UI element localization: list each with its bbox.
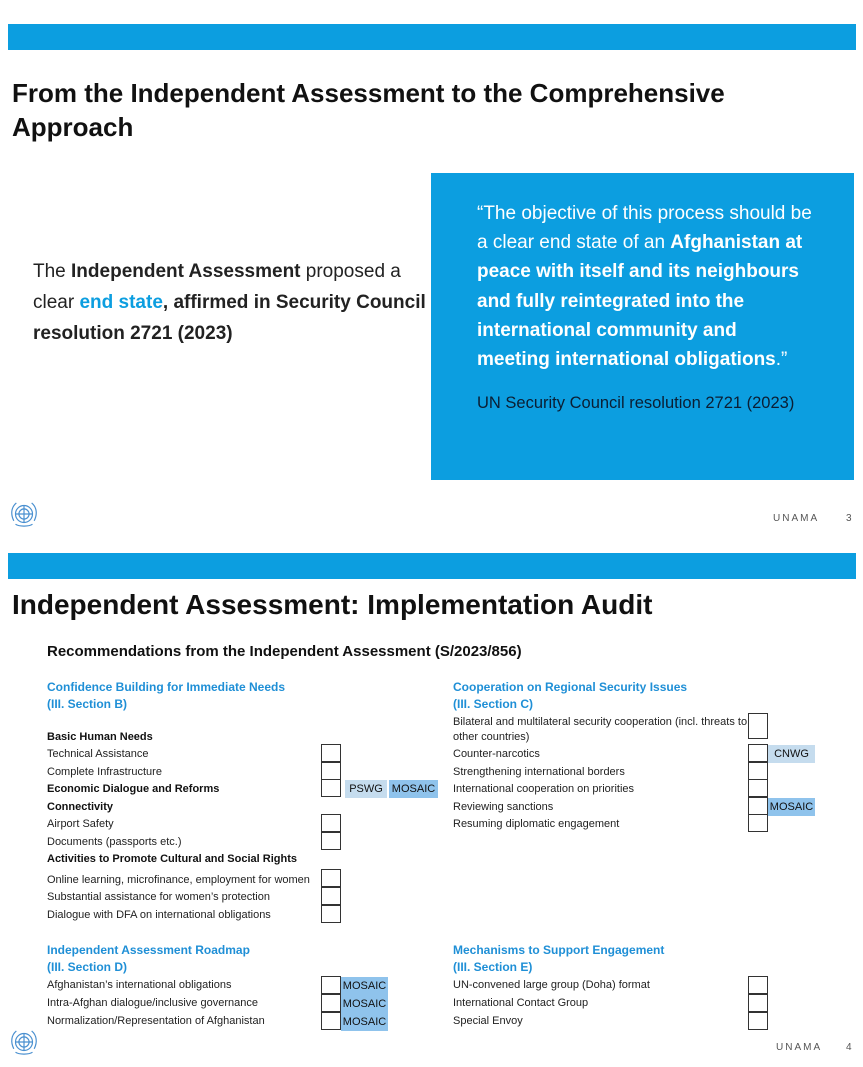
status-checkbox[interactable] [321, 1012, 341, 1030]
un-emblem-icon [7, 1025, 41, 1059]
section-d-item: Afghanistan’s international obligations [47, 979, 232, 991]
section-c-item: Counter-narcotics [453, 748, 540, 760]
section-b-heading-line2: (III. Section B) [47, 697, 128, 711]
section-c-item: Reviewing sanctions [453, 801, 554, 813]
section-b-item: Substantial assistance for women’s protection [47, 891, 270, 903]
slide-3-page-number: 3 [846, 513, 852, 524]
tag-mosaic: MOSAIC [341, 995, 388, 1013]
section-b-heading-line1: Confidence Building for Immediate Needs [47, 680, 286, 694]
quote-normal: “The objective of this process should be a clear end state of an [477, 203, 812, 254]
section-b-item: Dialogue with DFA on international obligations [47, 909, 271, 921]
status-checkbox[interactable] [748, 713, 768, 739]
status-checkbox[interactable] [748, 797, 768, 815]
tag-cnwg: CNWG [768, 745, 815, 763]
section-e-item: Special Envoy [453, 1015, 523, 1027]
slide-3-body-text [33, 256, 428, 349]
tag-mosaic: MOSAIC [389, 780, 438, 798]
body-text-end-state: end state [79, 292, 163, 313]
quote-text [477, 199, 814, 374]
status-checkbox[interactable] [321, 814, 341, 832]
section-e-heading-line2: (III. Section E) [453, 960, 533, 974]
quote-end: .” [775, 349, 788, 371]
section-b-item: Documents (passports etc.) [47, 836, 182, 848]
status-checkbox[interactable] [748, 779, 768, 797]
body-text-bold-affirmed: , affirmed in Security Council resolution 2721 (2023) [33, 292, 426, 344]
status-checkbox[interactable] [321, 779, 341, 797]
section-b-heading [47, 679, 285, 713]
status-checkbox[interactable] [321, 994, 341, 1012]
section-b-item: Activities to Promote Cultural and Social Rights [47, 853, 297, 865]
section-c-item: Bilateral and multilateral security cooperation (incl. threats to other countries) [453, 716, 748, 743]
section-d-heading-line2: (III. Section D) [47, 960, 128, 974]
slide-4-page-number: 4 [846, 1042, 852, 1053]
section-b-item: Connectivity [47, 801, 114, 813]
quote-box [431, 173, 854, 480]
section-c-item: International cooperation on priorities [453, 783, 635, 795]
slide-4-footer-label: UNAMA [776, 1042, 823, 1053]
status-checkbox[interactable] [321, 869, 341, 887]
section-c-item: Strengthening international borders [453, 766, 625, 778]
un-emblem-icon [7, 497, 41, 531]
status-checkbox[interactable] [748, 744, 768, 762]
slide-4 [0, 545, 863, 1067]
tag-mosaic: MOSAIC [341, 977, 388, 995]
slide-4-subtitle: Recommendations from the Independent Assessment (S/2023/856) [47, 643, 522, 660]
status-checkbox[interactable] [321, 976, 341, 994]
slide-3-footer-label: UNAMA [773, 513, 820, 524]
section-b-item: Technical Assistance [47, 748, 149, 760]
status-checkbox[interactable] [748, 976, 768, 994]
section-e-item: International Contact Group [453, 997, 589, 1009]
status-checkbox[interactable] [748, 994, 768, 1012]
section-c-heading-line2: (III. Section C) [453, 697, 534, 711]
tag-mosaic: MOSAIC [341, 1013, 388, 1031]
section-b-item: Economic Dialogue and Reforms [47, 783, 220, 795]
status-checkbox[interactable] [321, 762, 341, 780]
section-c-heading [453, 679, 687, 713]
tag-mosaic: MOSAIC [768, 798, 815, 816]
section-d-item: Intra-Afghan dialogue/inclusive governance [47, 997, 258, 1009]
slide-4-top-bar [8, 553, 856, 579]
status-checkbox[interactable] [321, 832, 341, 850]
status-checkbox[interactable] [321, 887, 341, 905]
quote-bold: Afghanistan at peace with itself and its neighbours and fully reintegrated into the international community and meeting international obligations [477, 232, 803, 371]
body-text-bold-independent-assessment: Independent Assessment [71, 261, 301, 282]
section-b-item: Airport Safety [47, 818, 114, 830]
slide-3-top-bar [8, 24, 856, 50]
section-c-item: Resuming diplomatic engagement [453, 818, 620, 830]
section-d-heading [47, 942, 250, 976]
section-b-item: Basic Human Needs [47, 731, 153, 743]
section-c-heading-line1: Cooperation on Regional Security Issues [453, 680, 688, 694]
slide-4-title: Independent Assessment: Implementation Audit [12, 589, 653, 620]
body-text-part: The [33, 261, 72, 282]
section-b-item: Online learning, microfinance, employment for women [47, 874, 310, 886]
status-checkbox[interactable] [748, 814, 768, 832]
section-b-item: Complete Infrastructure [47, 766, 162, 778]
quote-source: UN Security Council resolution 2721 (2023) [477, 394, 795, 413]
slide-3-title: From the Independent Assessment to the Comprehensive Approach [12, 78, 725, 142]
section-e-heading [453, 942, 664, 976]
tag-pswg: PSWG [345, 780, 387, 798]
section-e-heading-line1: Mechanisms to Support Engagement [453, 943, 665, 957]
section-d-item: Normalization/Representation of Afghanistan [47, 1015, 265, 1027]
section-e-item: UN-convened large group (Doha) format [453, 979, 650, 991]
section-d-heading-line1: Independent Assessment Roadmap [47, 943, 250, 957]
status-checkbox[interactable] [321, 905, 341, 923]
status-checkbox[interactable] [748, 1012, 768, 1030]
status-checkbox[interactable] [748, 762, 768, 780]
status-checkbox[interactable] [321, 744, 341, 762]
body-text-part: proposed a clear [33, 261, 401, 313]
